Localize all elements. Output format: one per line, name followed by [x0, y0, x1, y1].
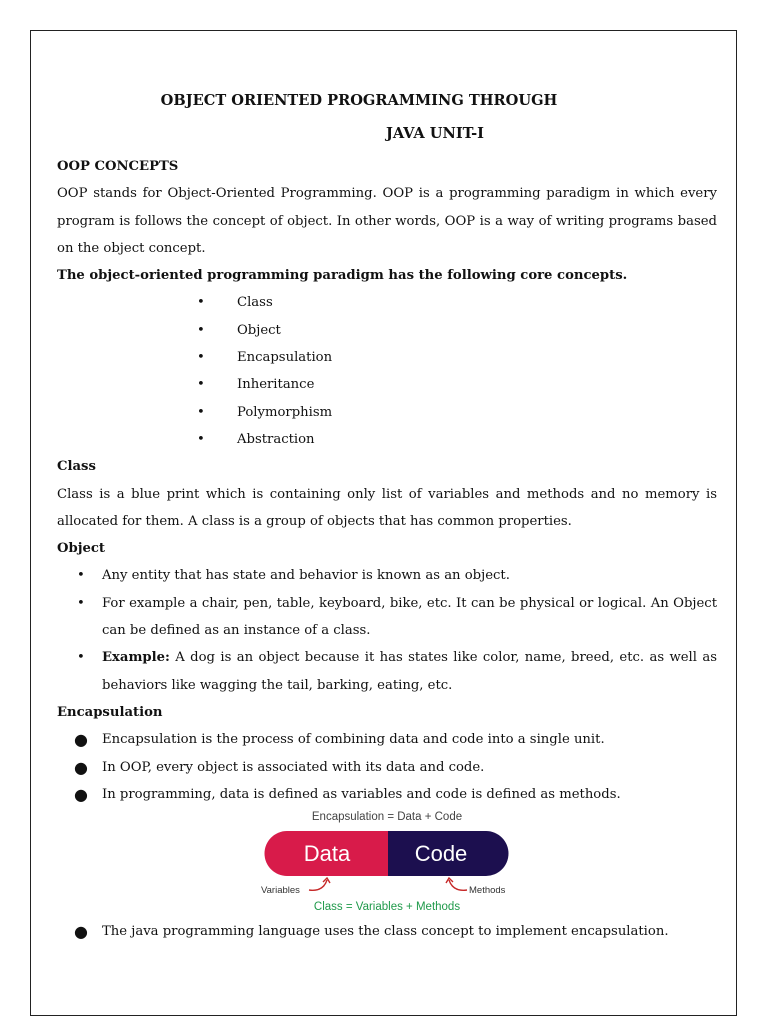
bullet-icon: ● [74, 922, 88, 942]
example-text: A dog is an object because it has states like color, name, breed, etc. as well as behaviors like wagging the tail, barking, eating, etc. [102, 650, 717, 693]
bullet-icon: • [77, 650, 85, 666]
bullet-icon: • [77, 595, 85, 611]
diagram-top-caption: Encapsulation = Data + Code [311, 811, 463, 824]
list-item: ● In OOP, every object is associated with its data and code. [57, 754, 717, 781]
bullet-icon: ● [74, 730, 88, 750]
oop-concepts-heading: OOP CONCEPTS [57, 159, 179, 174]
list-item: • Abstraction [57, 426, 717, 453]
bullet-icon: • [197, 322, 205, 338]
encapsulation-diagram-graphic [257, 808, 517, 918]
list-item: ● The java programming language uses the class concept to implement encapsulation. [57, 918, 717, 945]
code-label: Code [414, 841, 468, 867]
encapsulation-heading: Encapsulation [57, 704, 163, 720]
list-item: ● Encapsulation is the process of combining data and code into a single unit. [57, 726, 717, 753]
encapsulation-diagram [57, 808, 717, 918]
bullet-icon: • [77, 568, 85, 584]
object-list [57, 562, 717, 698]
bullet-icon: ● [74, 784, 88, 804]
class-paragraph: Class is a blue print which is containing only list of variables and methods and no memory is allocated for them. A class is a group of objects that has common properties. [57, 486, 717, 529]
object-heading: Object [57, 541, 105, 557]
list-item: • Encapsulation [57, 344, 717, 371]
list-item [57, 644, 717, 699]
bullet-icon: • [197, 350, 205, 366]
core-concepts-statement: The object-oriented programming paradigm has the following core concepts. [57, 268, 628, 284]
class-heading: Class [57, 459, 96, 475]
bullet-icon: • [197, 295, 205, 311]
bullet-icon: • [197, 431, 205, 447]
document-title-line-1: OBJECT ORIENTED PROGRAMMING THROUGH [160, 92, 558, 109]
diagram-bottom-caption: Class = Variables + Methods [313, 901, 461, 914]
list-item: • Inheritance [57, 371, 717, 398]
list-item: • For example a chair, pen, table, keyboard, bike, etc. It can be physical or logical. An Object can be defined as an instance of a class. [57, 590, 717, 645]
list-item: • Class [57, 289, 717, 316]
document-content [57, 92, 717, 945]
methods-note: Methods [469, 885, 506, 897]
bullet-icon: • [197, 377, 205, 393]
core-concepts-list [57, 289, 717, 453]
bullet-icon: • [197, 404, 205, 420]
list-item: • Any entity that has state and behavior is known as an object. [57, 562, 717, 589]
example-label: Example: [102, 650, 170, 666]
bullet-icon: ● [74, 757, 88, 777]
data-label: Data [303, 841, 351, 867]
list-item: • Polymorphism [57, 399, 717, 426]
document-title-line-2: JAVA UNIT-I [386, 125, 484, 142]
encapsulation-final-list [57, 918, 717, 945]
variables-note: Variables [261, 885, 300, 897]
oop-intro-paragraph: OOP stands for Object-Oriented Programming. OOP is a programming paradigm in which every program is follows the concept of object. In other words, OOP is a way of writing programs based on the object concept. [57, 186, 717, 256]
encapsulation-list [57, 726, 717, 808]
list-item: ● In programming, data is defined as variables and code is defined as methods. [57, 781, 717, 808]
list-item: • Object [57, 317, 717, 344]
